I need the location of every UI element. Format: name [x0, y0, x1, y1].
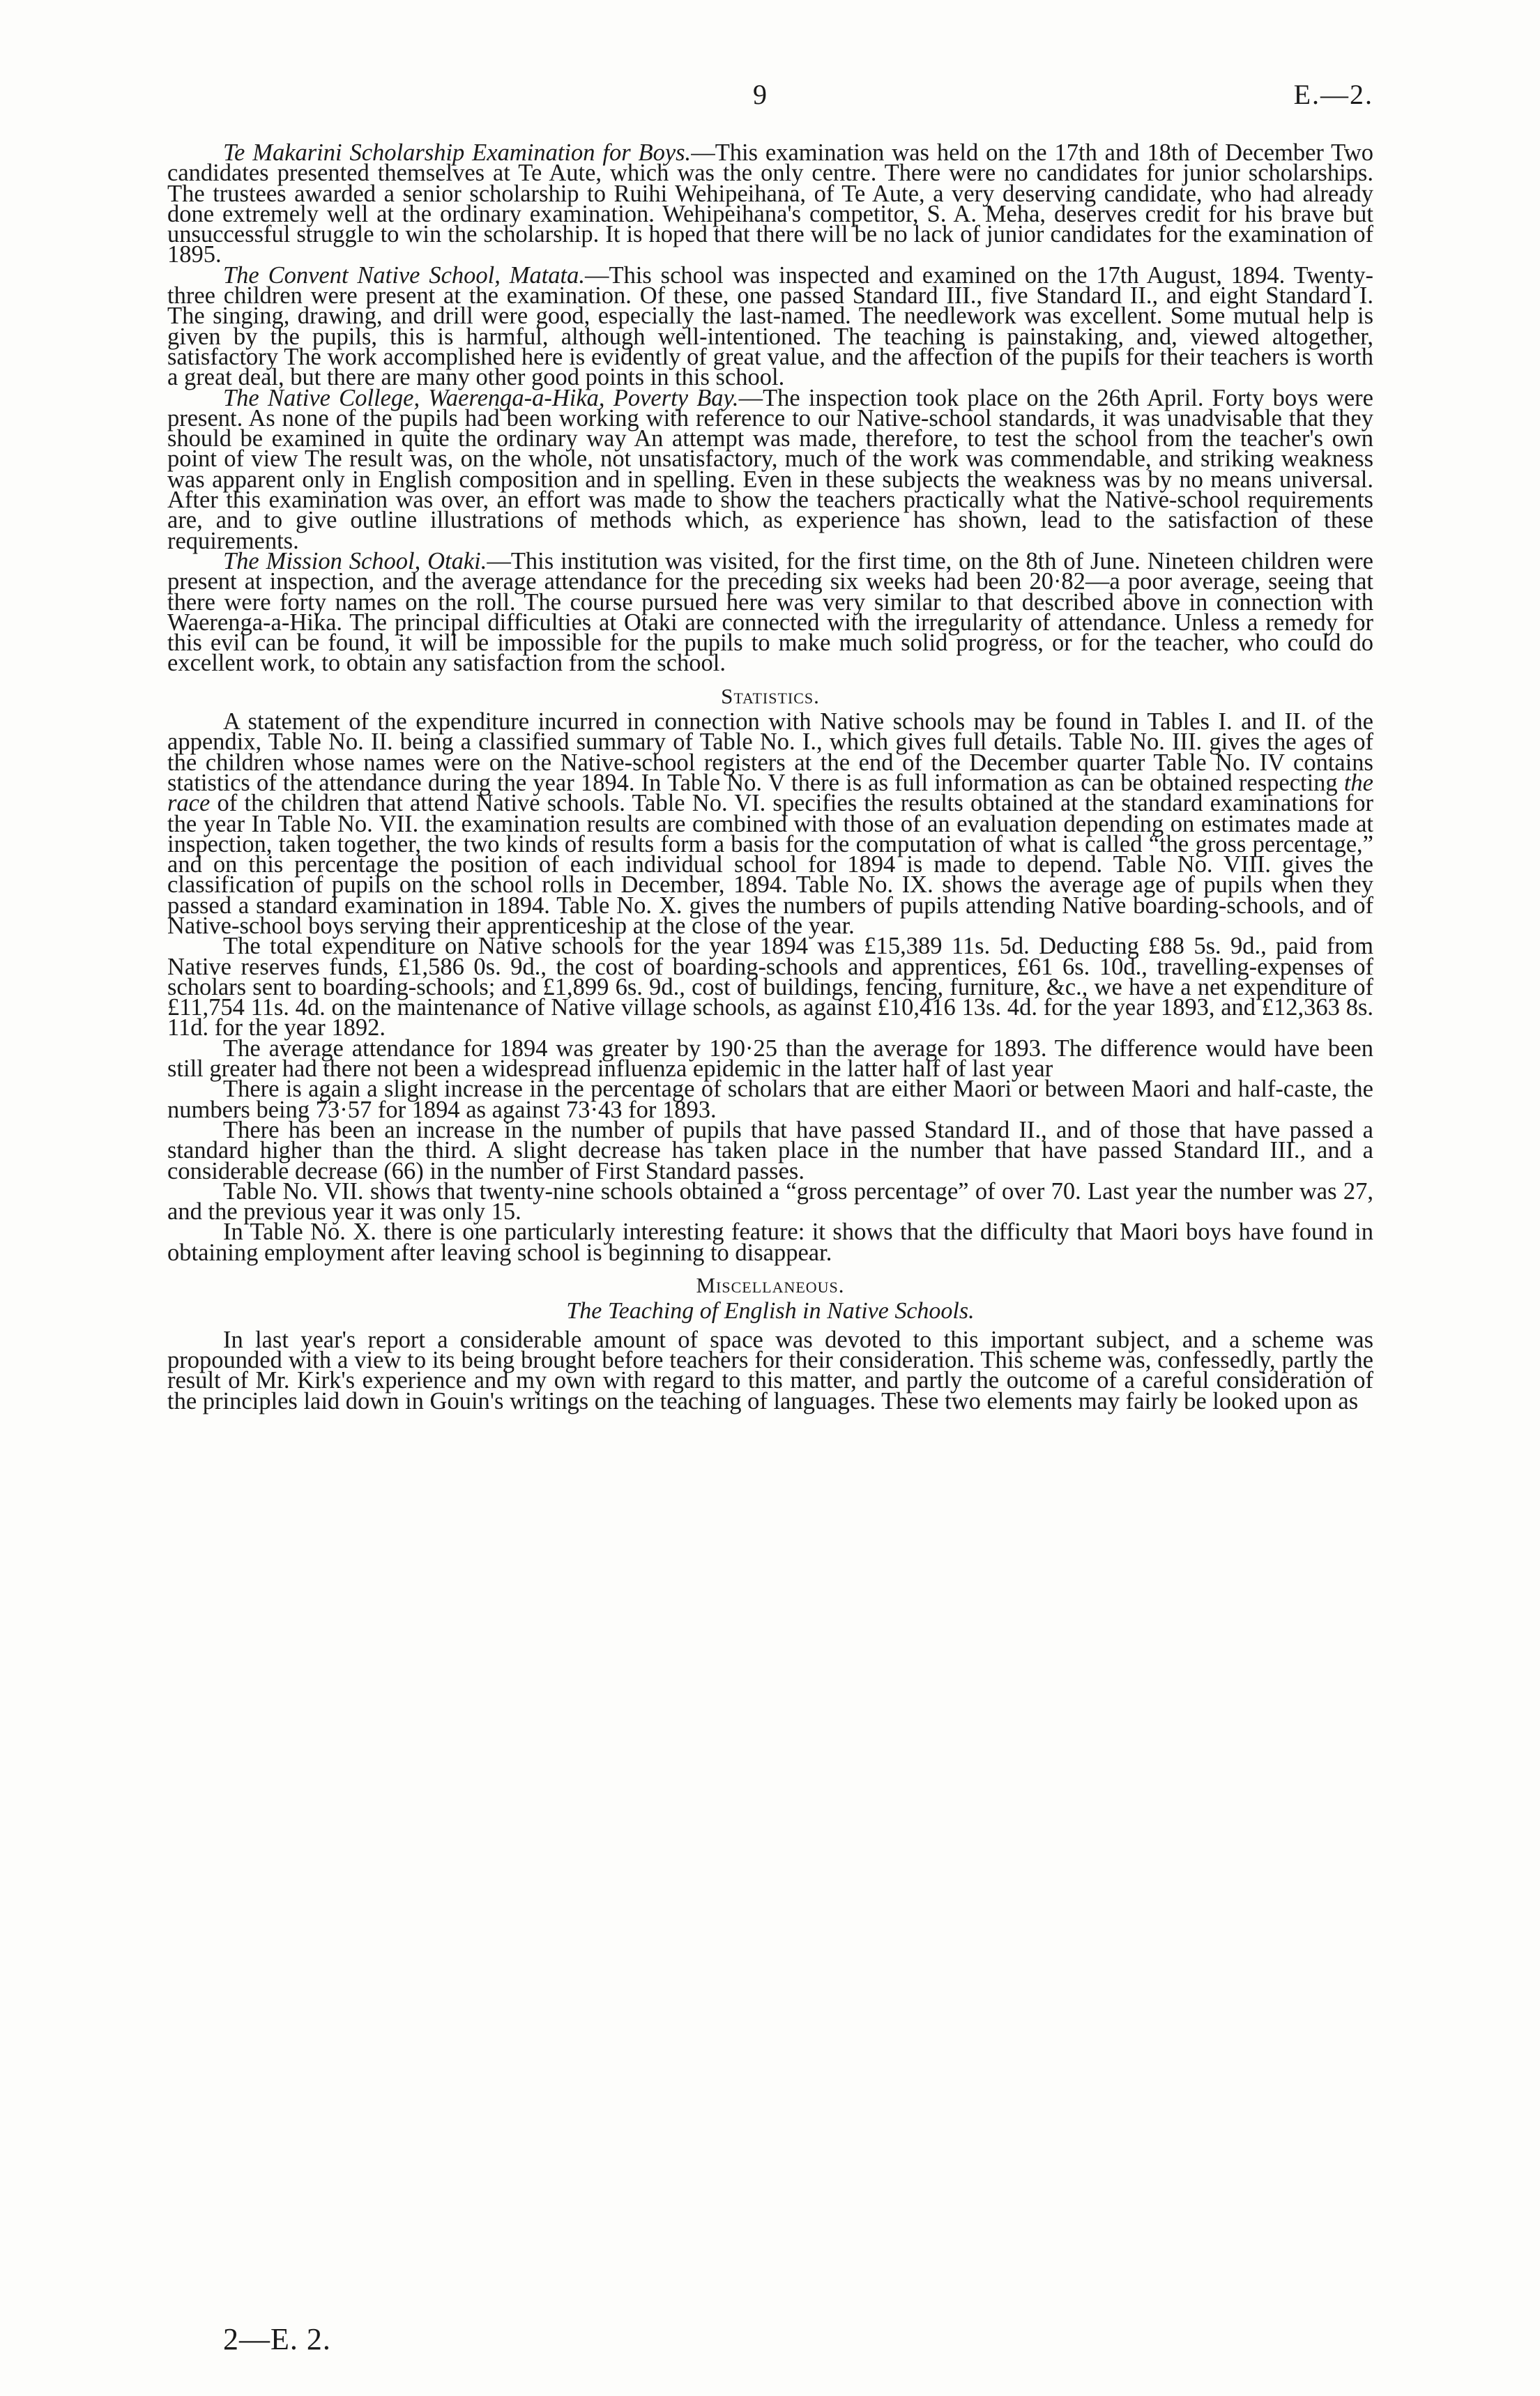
paragraph-lead: The Mission School, Otaki.: [223, 547, 487, 574]
page-number: 9: [753, 79, 767, 110]
paragraph-lead: The Native College, Waerenga-a-Hika, Poverty Bay.: [223, 384, 739, 411]
paragraph-gross-percentage: Table No. VII. shows that twenty-nine schools obtained a “gross percentage” of over 70. Last year the number was 27, and the previous year it was only 15.: [167, 1177, 1373, 1226]
paragraph-text: —This institution was visited, for the first time, on the 8th of June. Nineteen children were present at inspection, and the average attendance for the preceding six weeks had been 20·82—a poor average, seeing that there were forty names on the roll. The course pursued here was very similar to that described above in connection with Waerenga-a-Hika. The principal difficulties at Otaki are connected with the irregularity of attendance. Unless a remedy for this evil can be found, it will be impossible for the pupils to make much solid progress, or for the teacher, who could do excellent work, to obtain any satisfaction from the school.: [167, 547, 1373, 677]
paragraph-native-college: [167, 384, 1373, 554]
paragraph-text: —The inspection took place on the 26th April. Forty boys were present. As none of the pupils had been working with reference to our Native-school standards, it was unadvisable that they should be examined in quite the ordinary way An attempt was made, therefore, to test the school from the teacher's own point of view The result was, on the whole, not unsatisfactory, much of the work was commendable, and striking weakness was apparent only in English composition and in spelling. Even in these subjects the weakness was by no means universal. After this examination was over, an effort was made to show the teachers practically what the Native-school requirements are, and to give outline illustrations of methods which, as experience has shown, lead to the satisfaction of these requirements.: [167, 384, 1373, 554]
paragraph-lead: The Convent Native School, Matata.: [223, 261, 585, 289]
paragraph-text: —This examination was held on the 17th and 18th of December Two candidates presented themselves at Te Aute, which was the only centre. There were no candidates for junior scholarships. The trustees awarded a senior scholarship to Ruihi Wehipeihana, of Te Aute, a very deserving candidate, who had already done extremely well at the ordinary examination. Wehipeihana's competitor, S. A. Meha, deserves credit for his brave but unsuccessful struggle to win the scholarship. It is hoped that there will be no lack of junior candidates for the examination of 1895.: [167, 139, 1374, 268]
paragraph-attendance: The average attendance for 1894 was greater by 190·25 than the average for 1893. The difference would have been still greater had there not been a widespread influenza epidemic in the latter half of last year: [167, 1035, 1373, 1083]
page-header: [167, 78, 1373, 120]
document-body: [167, 139, 1374, 1414]
paragraph-employment: In Table No. X. there is one particularly interesting feature: it shows that the difficulty that Maori boys have found in obtaining employment after leaving school is beginning to disappear.: [167, 1219, 1373, 1266]
paragraph-maori-percentage: There is again a slight increase in the percentage of scholars that are either Maori or between Maori and half-caste, the numbers being 73·57 for 1894 as against 73·43 for 1893.: [167, 1076, 1373, 1123]
paragraph-teaching-english: In last year's report a considerable amount of space was devoted to this important subject, and a scheme was propounded with a view to its being brought before teachers for their consideration. This scheme was, confessedly, partly the result of Mr. Kirk's experience and my own with regard to this matter, and partly the outcome of a careful consideration of the principles laid down in Gouin's writings on the teaching of languages. These two elements may fairly be looked upon as: [167, 1326, 1373, 1414]
paragraph-text: A statement of the expenditure incurred in connection with Native schools may be found in Tables I. and II. of the appendix, Table No. II. being a classified summary of Table No. I., which gives full details. Table No. III. gives the ages of the children whose names were on the Native-school registers at the end of the December quarter Table No. IV contains statistics of the attendance during the year 1894. In Table No. V there is as full information as can be obtained respecting: [167, 708, 1373, 796]
paragraph-text: —This school was inspected and examined on the 17th August, 1894. Twenty-three children were present at the examination. Of these, one passed Standard III., five Standard II., and eight Standard I. The singing, drawing, and drill were good, especially the last-named. The needlework was excellent. Some mutual help is given by the pupils, this is harmful, although well-intentioned. The teaching is painstaking, and, viewed altogether, satisfactory The work accomplished here is evidently of great value, and the affection of the pupils for their teachers is worth a great deal, but there are many other good points in this school.: [167, 261, 1373, 391]
paragraph-expenditure: The total expenditure on Native schools for the year 1894 was £15,389 11s. 5d. Deducting £88 5s. 9d., paid from Native reserves funds, £1,586 0s. 9d., the cost of boarding-schools and apprentices, £61 6s. 10d., travelling-expenses of scholars sent to boarding-schools; and £1,899 6s. 9d., cost of buildings, fencing, furniture, &c., we have a net expenditure of £11,754 11s. 4d. on the maintenance of Native village schools, as against £10,416 13s. 4d. for the year 1893, and £12,363 8s. 11d. for the year 1892.: [167, 933, 1373, 1041]
paragraph-te-makarini: [167, 139, 1374, 268]
paragraph-mission-school: [167, 547, 1373, 677]
emphasis-the-race: the race: [167, 769, 1373, 817]
paragraph-statistics-tables: [167, 708, 1373, 939]
section-heading-miscellaneous: Miscellaneous.: [696, 1273, 845, 1298]
paragraph-convent-school: [167, 261, 1373, 391]
subsection-heading-teaching-english: The Teaching of English in Native Schools.: [566, 1298, 975, 1325]
document-reference: E.—2.: [1293, 79, 1373, 110]
paragraph-text: of the children that attend Native schools. Table No. VI. specifies the results obtained at the standard examinations for the year In Table No. VII. the examination results are combined with those of an evaluation depending on estimates made at inspection, taken together, the two kinds of results form a basis for the computation of what is called “the gross percentage,” and on this percentage the position of each individual school for 1894 is made to depend. Table No. VIII. gives the classification of pupils on the school rolls in December, 1894. Table No. IX. shows the average age of pupils when they passed a standard examination in 1894. Table No. X. gives the numbers of pupils attending Native boarding-schools, and of Native-school boys serving their apprenticeship at the close of the year.: [167, 790, 1373, 939]
signature-mark: 2—E. 2.: [223, 2322, 331, 2356]
section-heading-statistics: Statistics.: [721, 683, 820, 708]
paragraph-standards: There has been an increase in the number of pupils that have passed Standard II., and of those that have passed a standard higher than the third. A slight decrease has taken place in the number that have passed Standard III., and a considerable decrease (66) in the number of First Standard passes.: [167, 1116, 1373, 1184]
paragraph-lead: Te Makarini Scholarship Examination for Boys.: [223, 139, 692, 166]
